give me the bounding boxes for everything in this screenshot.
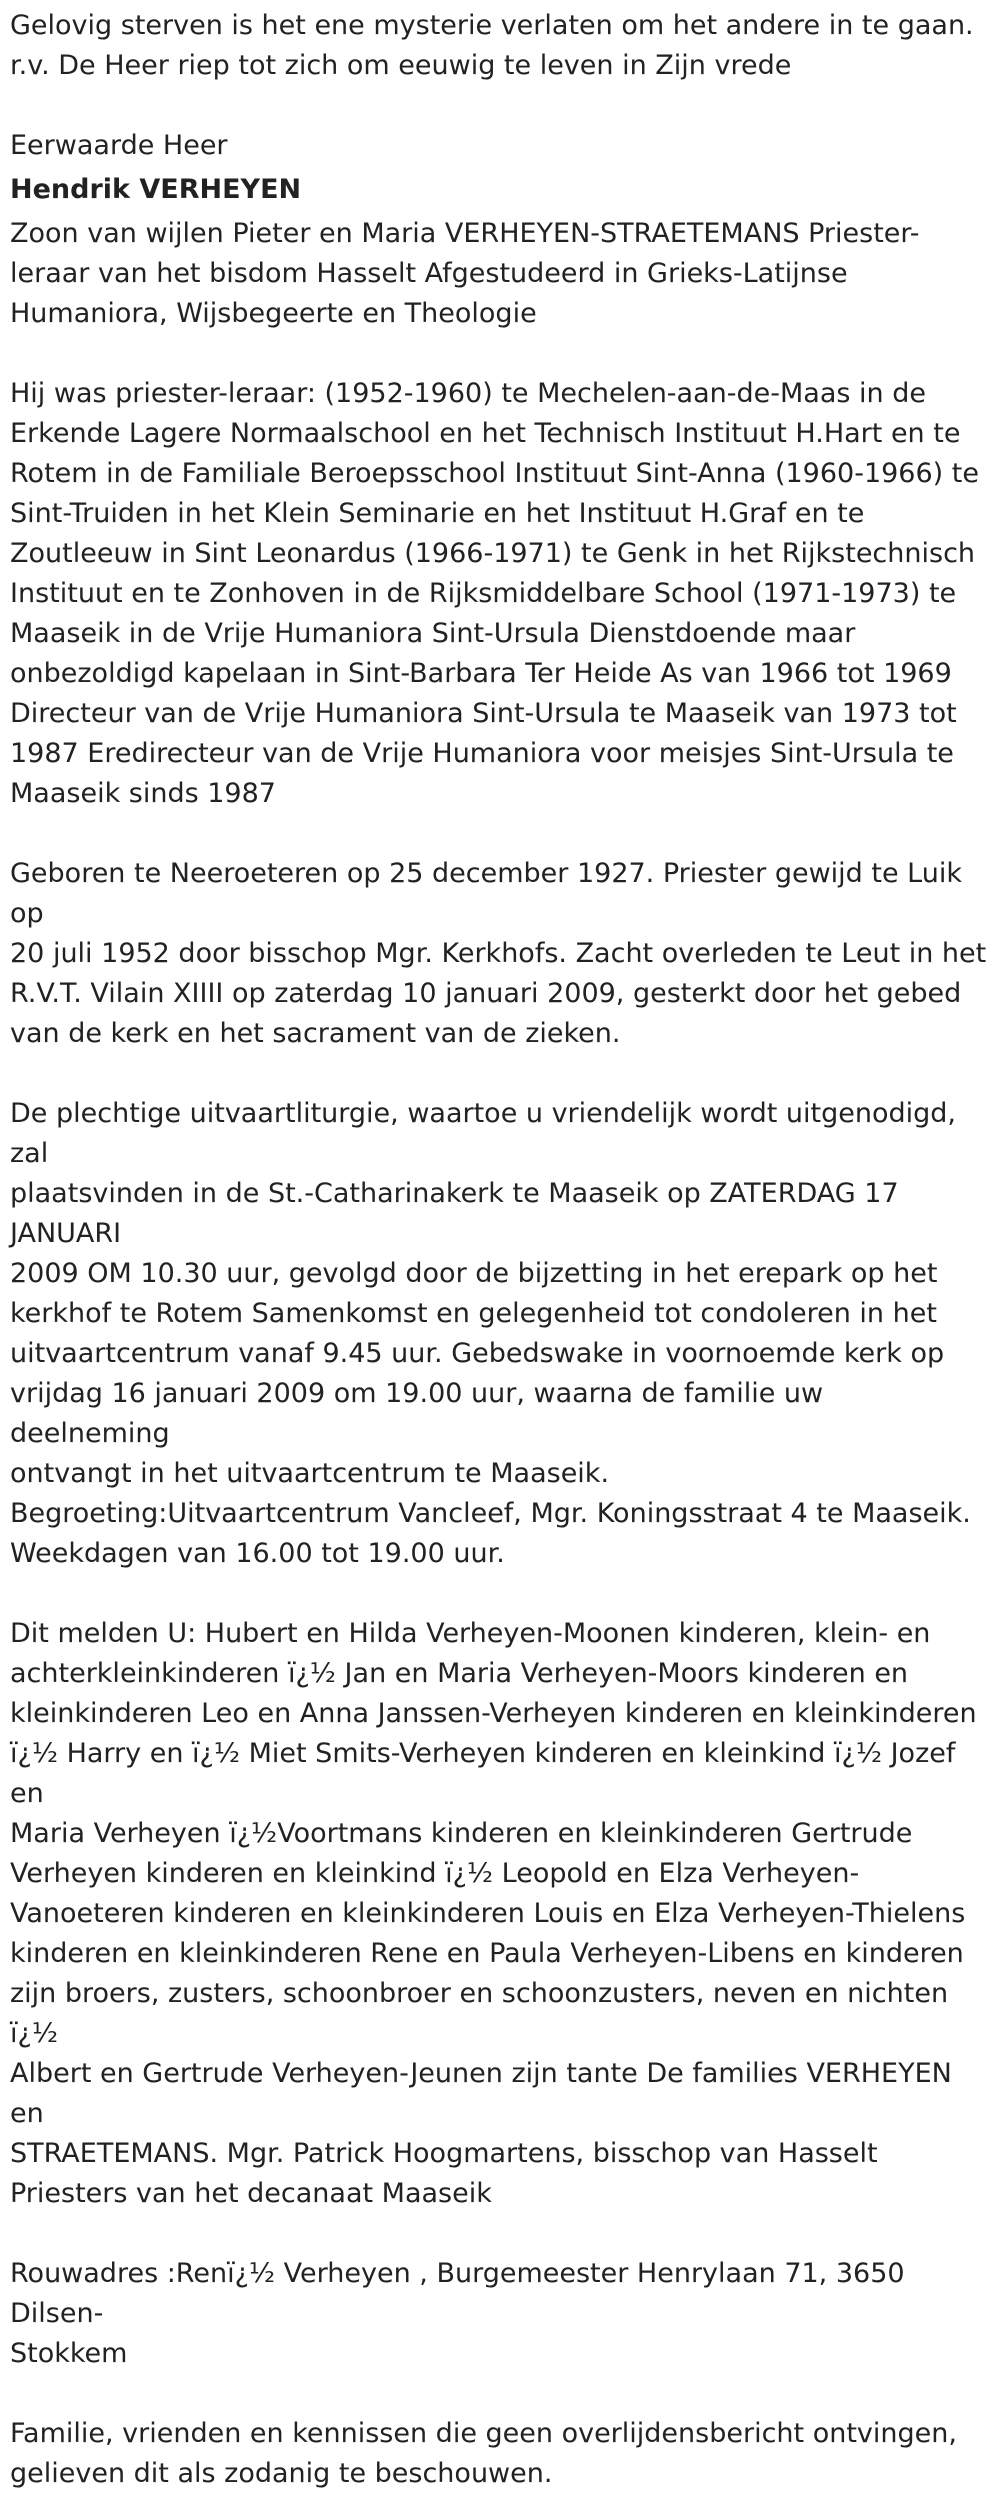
spacer xyxy=(10,2374,990,2414)
honorific: Eerwaarde Heer xyxy=(10,130,228,161)
spacer xyxy=(10,334,990,374)
intro-line-1: Gelovig sterven is het ene mysterie verlaten om het andere in te gaan. xyxy=(10,10,974,41)
closing-paragraph: Familie, vrienden en kennissen die geen overlijdensbericht ontvingen, gelieven dit als zodanig te beschouwen. xyxy=(10,2418,957,2489)
family-paragraph: Dit melden U: Hubert en Hilda Verheyen-Moonen kinderen, klein- en achterkleinkinderen ï¿½ Jan en Maria Verheyen-Moors kinderen en kleinkinderen Leo en Anna Janssen-Verheyen kinderen en kleinkinderen ï¿½ Harry en ï¿½ Miet Smits-Verheyen kinderen en kleinkind ï¿½ Jozef en Maria Verheyen ï¿½Voortmans kinderen en kleinkinderen Gertrude Verheyen kinderen en kleinkind ï¿½ Leopold en Elza Verheyen- Vanoeteren kinderen en kleinkinderen Louis en Elza Verheyen-Thielens kinderen en kleinkinderen Rene en Paula Verheyen-Libens en kinderen zijn broers, zusters, schoonbroer en schoonzusters, neven en nichten ï¿½ Albert en Gertrude Verheyen-Jeunen zijn tante De families VERHEYEN en STRAETEMANS. Mgr. Patrick Hoogmartens, bisschop van Hasselt Priesters van het decanaat Maaseik xyxy=(10,1618,977,2209)
spacer xyxy=(10,814,990,854)
intro-line-2: r.v. De Heer riep tot zich om eeuwig te leven in Zijn vrede xyxy=(10,50,792,81)
birth-death-paragraph: Geboren te Neeroeteren op 25 december 1927. Priester gewijd te Luik op 20 juli 1952 door bisschop Mgr. Kerkhofs. Zacht overleden te Leut in het R.V.T. Vilain XIIII op zaterdag 10 januari 2009, gesterkt door het gebed van de kerk en het sacrament van de zieken. xyxy=(10,858,987,1049)
spacer xyxy=(10,1574,990,1614)
deceased-name: Hendrik VERHEYEN xyxy=(10,174,302,205)
spacer xyxy=(10,2214,990,2254)
spacer xyxy=(10,1054,990,1094)
funeral-paragraph: De plechtige uitvaartliturgie, waartoe u vriendelijk wordt uitgenodigd, zal plaatsvinden in de St.-Catharinakerk te Maaseik op ZATERDAG 17 JANUARI 2009 OM 10.30 uur, gevolgd door de bijzetting in het erepark op het kerkhof te Rotem Samenkomst en gelegenheid tot condoleren in het uitvaartcentrum vanaf 9.45 uur. Gebedswake in voornoemde kerk op vrijdag 16 januari 2009 om 19.00 uur, waarna de familie uw deelneming ontvangt in het uitvaartcentrum te Maaseik. Begroeting:Uitvaartcentrum Vancleef, Mgr. Koningsstraat 4 te Maaseik. Weekdagen van 16.00 tot 19.00 uur. xyxy=(10,1098,971,1569)
career-paragraph: Hij was priester-leraar: (1952-1960) te Mechelen-aan-de-Maas in de Erkende Lagere Normaalschool en het Technisch Instituut H.Hart en te Rotem in de Familiale Beroepsschool Instituut Sint-Anna (1960-1966) te Sint-Truiden in het Klein Seminarie en het Instituut H.Graf en te Zoutleeuw in Sint Leonardus (1966-1971) te Genk in het Rijkstechnisch Instituut en te Zonhoven in de Rijksmiddelbare School (1971-1973) te Maaseik in de Vrije Humaniora Sint-Ursula Dienstdoende maar onbezoldigd kapelaan in Sint-Barbara Ter Heide As van 1966 tot 1969 Directeur van de Vrije Humaniora Sint-Ursula te Maaseik van 1973 tot 1987 Eredirecteur van de Vrije Humaniora voor meisjes Sint-Ursula te Maaseik sinds 1987 xyxy=(10,378,979,809)
parents-paragraph: Zoon van wijlen Pieter en Maria VERHEYEN-STRAETEMANS Priester- leraar van het bisdom Hasselt Afgestudeerd in Grieks-Latijnse Humaniora, Wijsbegeerte en Theologie xyxy=(10,218,920,329)
mourning-address: Rouwadres :Renï¿½ Verheyen , Burgemeester Henrylaan 71, 3650 Dilsen- Stokkem xyxy=(10,2258,905,2369)
spacer xyxy=(10,86,990,126)
